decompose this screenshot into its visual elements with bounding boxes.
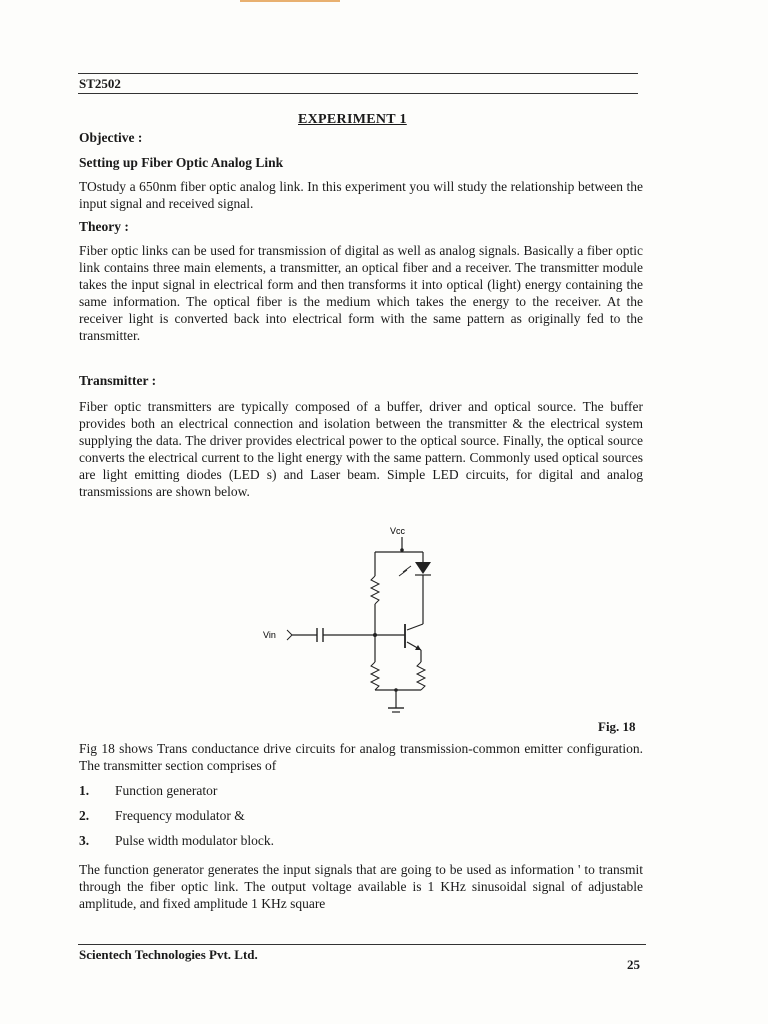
- bias-resistor-bottom-icon: [371, 662, 379, 690]
- transmitter-heading: Transmitter :: [79, 373, 157, 388]
- doc-code: ST2502: [79, 76, 121, 91]
- experiment-title: EXPERIMENT 1: [298, 112, 407, 127]
- footer-company: Scientech Technologies Pvt. Ltd.: [79, 947, 258, 962]
- vcc-label: Vcc: [390, 526, 406, 536]
- led-icon: [415, 562, 431, 574]
- objective-subheading: Setting up Fiber Optic Analog Link: [79, 155, 284, 170]
- emitter-resistor-icon: [417, 662, 425, 690]
- top-edge-mark: [240, 0, 340, 2]
- theory-heading: Theory :: [79, 219, 129, 234]
- header-rule-bottom: [78, 93, 638, 94]
- list-item: 1. Function generator: [79, 783, 218, 798]
- bias-resistor-top-icon: [371, 576, 379, 604]
- page-number: 25: [627, 957, 640, 972]
- footer-rule: [78, 944, 646, 945]
- figure-caption: Fig. 18: [598, 719, 636, 734]
- vin-label: Vin: [263, 630, 276, 640]
- theory-text: Fiber optic links can be used for transmission of digital as well as analog signals. Basically a fiber optic link contains three main elements, a transmitter, an optical fiber and a receiver. The transmitter module takes the input signal in electrical form and then transforms it into optical (light) energy containing the same information. The optical fiber is the medium which takes the energy to the receiver. At the receiver light is converted back into electrical form with the same pattern as originally fed to the transmitter.: [79, 243, 643, 343]
- figure-description: Fig 18 shows Trans conductance drive circuits for analog transmission-common emitter configuration. The transmitter section comprises of: [79, 741, 643, 773]
- function-generator-text: The function generator generates the input signals that are going to be used as information ' to transmit through the fiber optic link. The output voltage available is 1 KHz sinusoidal signal of adjustable amplitude, and fixed amplitude 1 KHz square: [79, 862, 643, 911]
- objective-text: TOstudy a 650nm fiber optic analog link. In this experiment you will study the relationship between the input signal and received signal.: [79, 179, 643, 211]
- objective-heading: Objective :: [79, 130, 143, 145]
- list-item: 2. Frequency modulator &: [79, 808, 245, 823]
- header-rule-top: [78, 73, 638, 74]
- transmitter-text: Fiber optic transmitters are typically composed of a buffer, driver and optical source. The buffer provides both an electrical connection and isolation between the transmitter & the electrical system supplying the data. The driver provides electrical power to the optical source. Finally, the optical source converts the electrical current to the light energy with the same pattern. Commonly used optical sources are light emitting diodes (LED s) and Laser beam. Simple LED circuits, for digital and analog transmissions are shown below.: [79, 399, 643, 499]
- led-driver-circuit-diagram: [255, 524, 455, 719]
- list-item: 3. Pulse width modulator block.: [79, 833, 274, 848]
- transistor-collector: [407, 624, 423, 630]
